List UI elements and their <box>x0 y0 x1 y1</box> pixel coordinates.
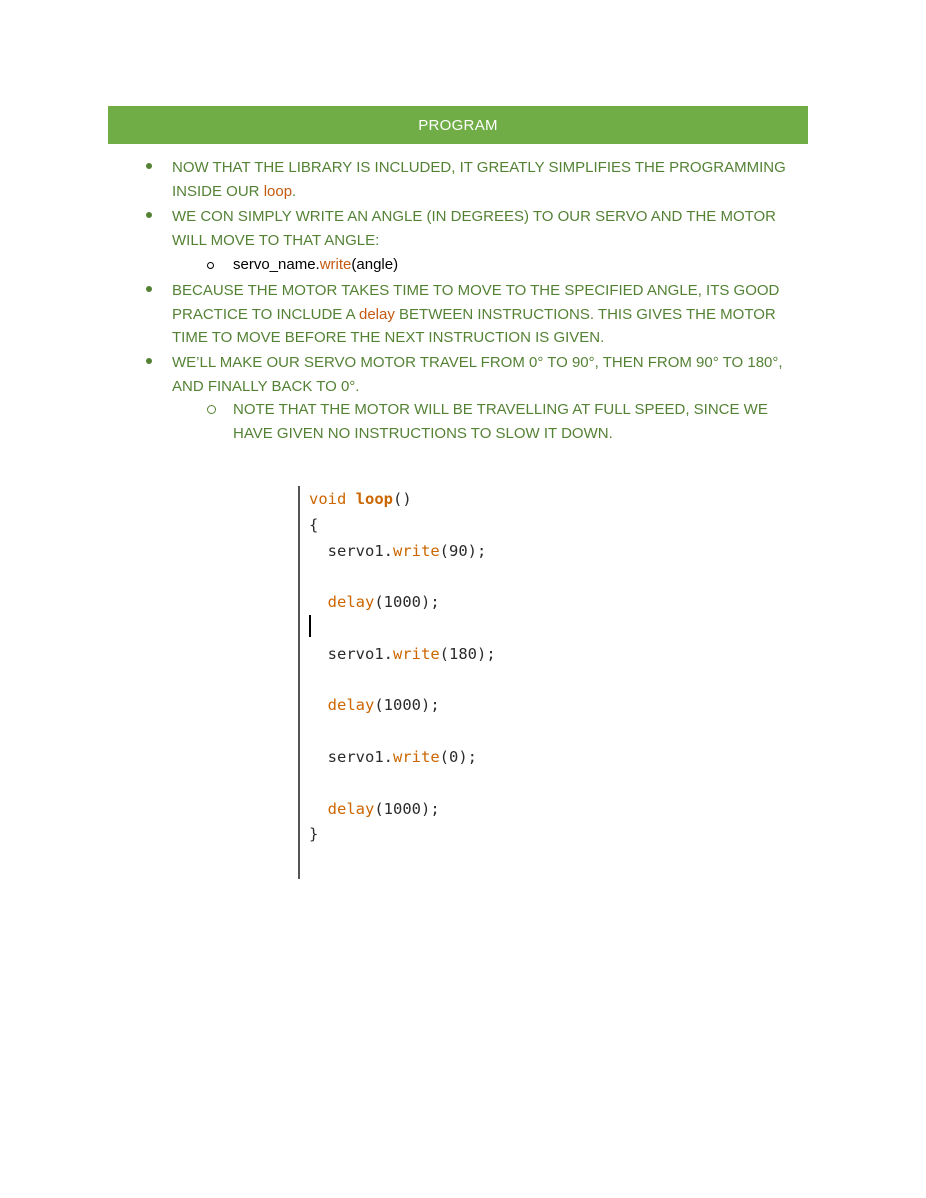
code-keyword: void <box>309 490 347 508</box>
list-item-text-end: . <box>292 182 297 200</box>
code-object: servo1. <box>327 541 393 560</box>
code-keyword: loop <box>263 182 293 200</box>
code-args: (1000); <box>374 799 440 818</box>
code-method: delay <box>327 696 375 715</box>
bullet-icon <box>146 212 152 218</box>
list-item <box>172 156 802 203</box>
code-args: (1000); <box>374 593 440 612</box>
list-item <box>172 205 802 252</box>
code-block-border <box>298 486 300 879</box>
code-line <box>309 564 496 590</box>
code-method: delay <box>327 799 375 818</box>
section-title: PROGRAM <box>418 116 498 134</box>
code-method: write <box>393 644 440 663</box>
code-line <box>309 487 496 513</box>
code-line <box>309 822 496 848</box>
code-object: servo1. <box>327 644 393 663</box>
list-item <box>172 351 802 398</box>
code-brace: { <box>309 515 319 534</box>
code-line <box>309 797 496 823</box>
code-method: delay <box>327 593 375 612</box>
code-parens: () <box>393 490 412 508</box>
bullet-icon <box>146 286 152 292</box>
list-item-text: WE’LL MAKE OUR SERVO MOTOR TRAVEL FROM 0° TO 90°, THEN FROM 90° TO 180°, AND FINALLY BACK TO 0°. <box>172 354 783 395</box>
code-line <box>309 771 496 797</box>
code-line <box>309 539 496 565</box>
code-args: (angle) <box>351 256 399 273</box>
code-method: write <box>393 747 440 766</box>
code-line <box>309 590 496 616</box>
code-line <box>309 513 496 539</box>
sub-list-item <box>233 253 803 277</box>
code-function-name: loop <box>355 490 393 508</box>
code-line <box>309 693 496 719</box>
bullet-icon <box>146 163 152 169</box>
code-line <box>309 642 496 668</box>
code-keyword: delay <box>359 305 395 323</box>
list-item-text: NOW THAT THE LIBRARY IS INCLUDED, IT GREATLY SIMPLIFIES THE PROGRAMMING INSIDE OUR <box>172 159 786 200</box>
code-block <box>309 487 496 848</box>
code-keyword: write <box>319 256 352 273</box>
code-args: (90); <box>439 541 487 560</box>
code-line <box>309 719 496 745</box>
list-item-text: NOTE THAT THE MOTOR WILL BE TRAVELLING AT FULL SPEED, SINCE WE HAVE GIVEN NO INSTRUCTIONS TO SLOW IT DOWN. <box>233 401 768 442</box>
sub-bullet-icon <box>207 405 216 414</box>
sub-bullet-icon <box>207 262 214 269</box>
code-line <box>309 616 496 642</box>
code-method: write <box>393 541 440 560</box>
sub-list-item <box>233 398 803 445</box>
code-args: (1000); <box>374 696 440 715</box>
code-brace: } <box>309 825 319 844</box>
code-object: servo_name. <box>233 256 320 273</box>
code-object: servo1. <box>327 747 393 766</box>
list-item-text-end: BETWEEN INSTRUCTIONS. THIS GIVES THE MOTOR TIME TO MOVE BEFORE THE NEXT INSTRUCTION IS GIVEN. <box>172 305 776 346</box>
list-item-text: BECAUSE THE MOTOR TAKES TIME TO MOVE TO THE SPECIFIED ANGLE, ITS GOOD PRACTICE TO INCLUDE A <box>172 282 780 323</box>
code-args: (0); <box>439 747 477 766</box>
list-item <box>172 279 802 350</box>
code-line <box>309 745 496 771</box>
code-line <box>309 668 496 694</box>
code-args: (180); <box>439 644 496 663</box>
bullet-icon <box>146 358 152 364</box>
list-item-text: WE CON SIMPLY WRITE AN ANGLE (IN DEGREES) TO OUR SERVO AND THE MOTOR WILL MOVE TO THAT ANGLE: <box>172 208 776 249</box>
section-header <box>108 106 808 144</box>
